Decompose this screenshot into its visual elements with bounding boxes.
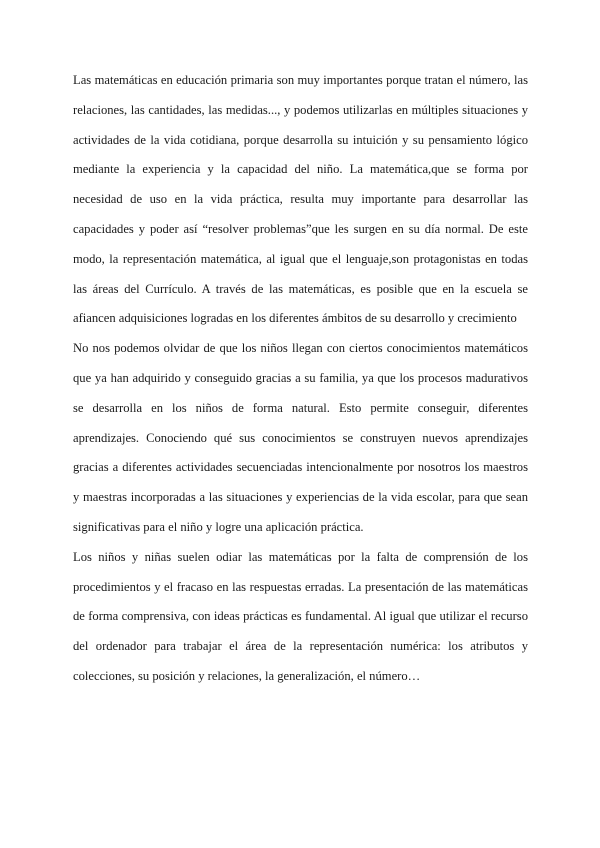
paragraph-3: Los niños y niñas suelen odiar las matemáticas por la falta de comprensión de los procedimientos y el fracaso en las respuestas erradas. La presentación de las matemáticas de forma comprensiva, con ideas prácticas es fundamental. Al igual que utilizar el recurso del ordenador para trabajar el área de la representación numérica: los atributos y colecciones, su posición y relaciones, la generalización, el número… bbox=[73, 549, 528, 683]
paragraph-1: Las matemáticas en educación primaria son muy importantes porque tratan el número, las relaciones, las cantidades, las medidas..., y podemos utilizarlas en múltiples situaciones y actividades de la vida cotidiana, porque desarrolla su intuición y su pensamiento lógico mediante la experiencia y la capacidad del niño. La matemática,que se forma por necesidad de uso en la vida práctica, resulta muy importante para desarrollar las capacidades y poder así “resolver problemas”que les surgen en su día normal. De este modo, la representación matemática, al igual que el lenguaje,son protagonistas en todas las áreas del Currículo. A través de las matemáticas, es posible que en la escuela se afiancen adquisiciones logradas en los diferentes ámbitos de su desarrollo y crecimiento bbox=[73, 73, 528, 326]
paragraph-2: No nos podemos olvidar de que los niños llegan con ciertos conocimientos matemáticos que ya han adquirido y conseguido gracias a su familia, ya que los procesos madurativos se desarrolla en los niños de forma natural. Esto permite conseguir, diferentes aprendizajes. Conociendo qué sus conocimientos se construyen nuevos aprendizajes gracias a diferentes actividades secuenciadas intencionalmente por nosotros los maestros y maestras incorporadas a las situaciones y experiencias de la vida escolar, para que sean significativas para el niño y logre una aplicación práctica. bbox=[73, 341, 528, 534]
document-page bbox=[73, 66, 528, 692]
